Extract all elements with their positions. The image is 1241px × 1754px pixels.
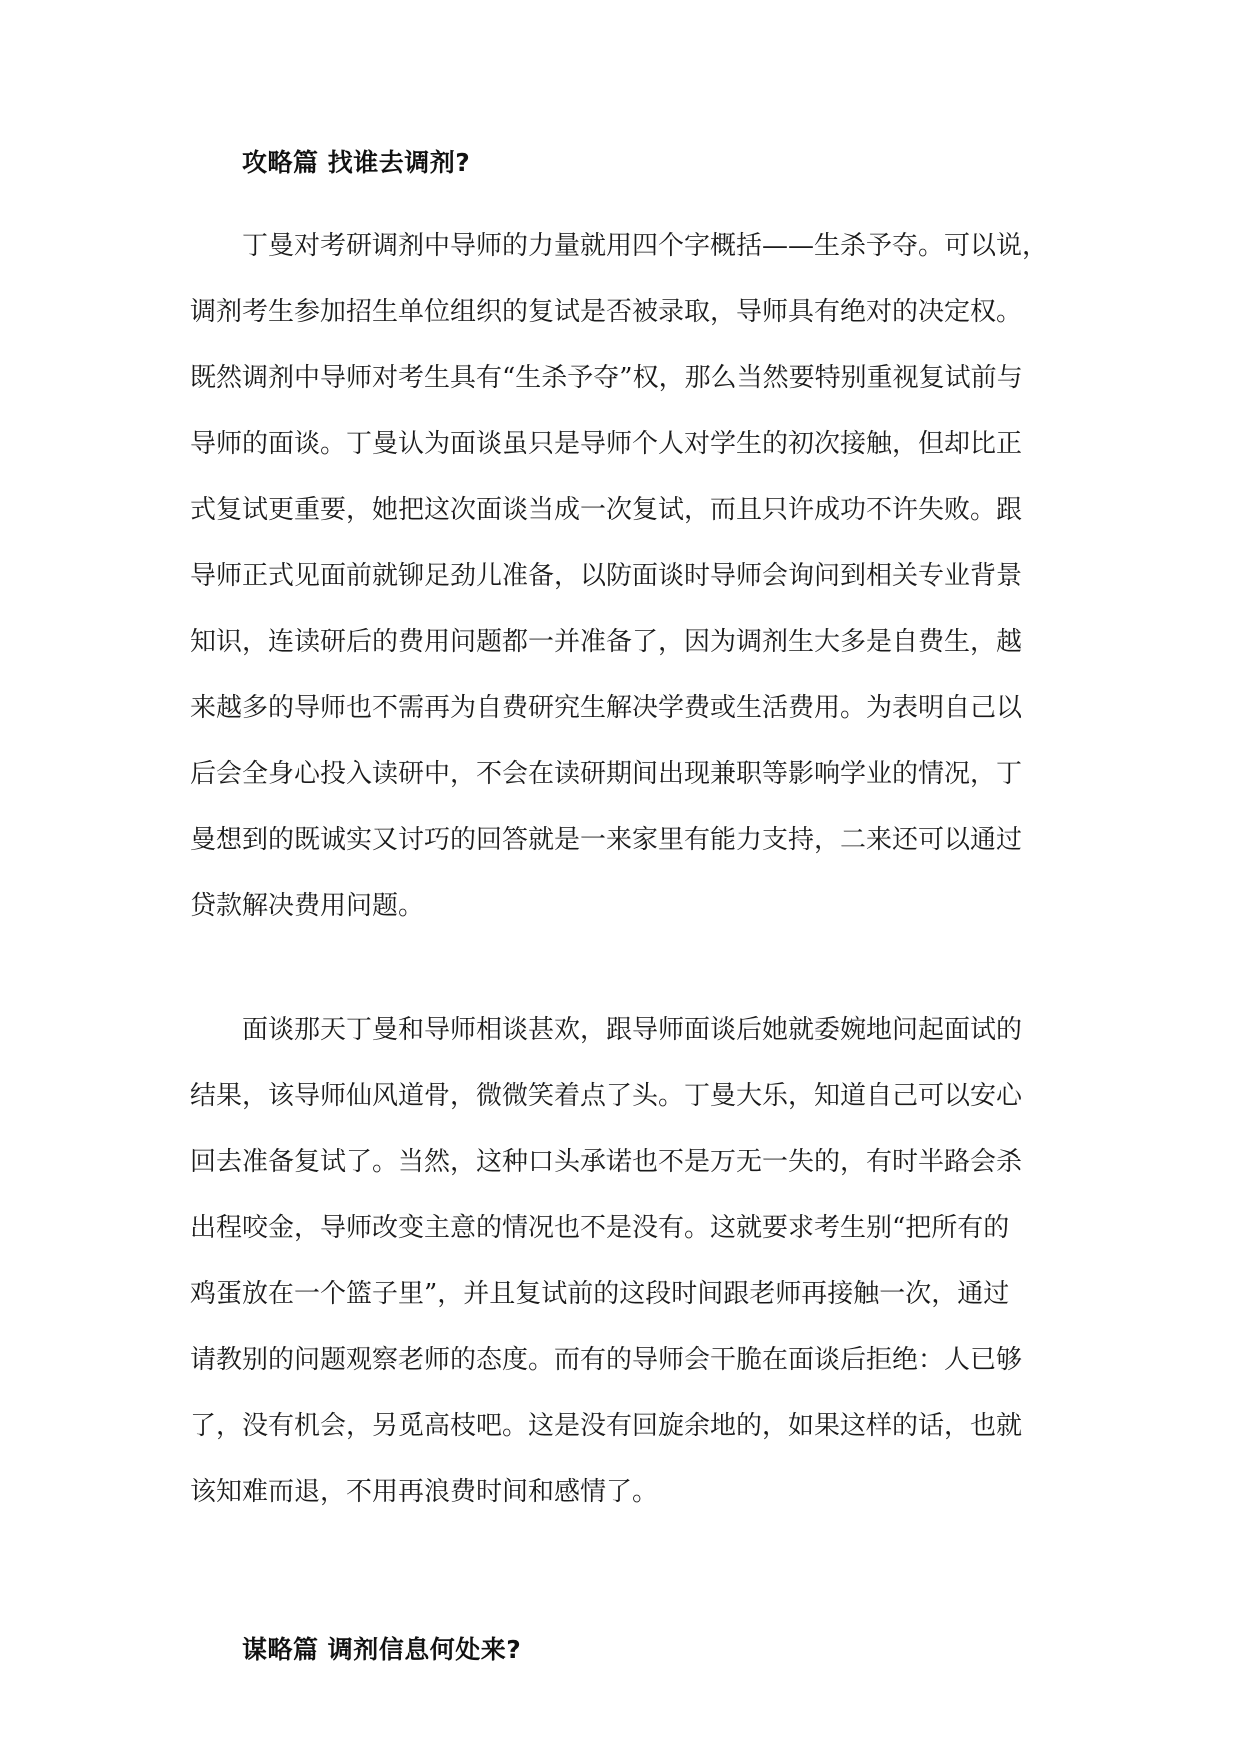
- paragraph-line: 知识，连读研后的费用问题都一并准备了，因为调剂生大多是自费生，越: [190, 627, 1023, 657]
- section-heading-strategy: 攻略篇 找谁去调剂?: [242, 148, 471, 177]
- paragraph-line: 曼想到的既诚实又讨巧的回答就是一来家里有能力支持，二来还可以通过: [190, 825, 1023, 855]
- paragraph-line: 鸡蛋放在一个篮子里”，并且复试前的这段时间跟老师再接触一次，通过: [190, 1279, 1010, 1309]
- paragraph-line: 了，没有机会，另觅高枝吧。这是没有回旋余地的，如果这样的话，也就: [190, 1411, 1023, 1441]
- paragraph-2: [190, 997, 1090, 1525]
- paragraph-1: [190, 213, 1090, 939]
- section-heading-tactics: 谋略篇 调剂信息何处来?: [242, 1635, 522, 1664]
- paragraph-line: 丁曼对考研调剂中导师的力量就用四个字概括——生杀予夺。可以说，: [242, 231, 1049, 261]
- paragraph-line: 后会全身心投入读研中，不会在读研期间出现兼职等影响学业的情况，丁: [190, 759, 1023, 789]
- paragraph-line: 结果，该导师仙风道骨，微微笑着点了头。丁曼大乐，知道自己可以安心: [190, 1081, 1023, 1111]
- paragraph-line: 请教别的问题观察老师的态度。而有的导师会干脆在面谈后拒绝：人已够: [190, 1345, 1023, 1375]
- paragraph-line: 式复试更重要，她把这次面谈当成一次复试，而且只许成功不许失败。跟: [190, 495, 1023, 525]
- paragraph-line: 面谈那天丁曼和导师相谈甚欢，跟导师面谈后她就委婉地问起面试的: [242, 1015, 1023, 1045]
- paragraph-line: 来越多的导师也不需再为自费研究生解决学费或生活费用。为表明自己以: [190, 693, 1023, 723]
- paragraph-line: 导师的面谈。丁曼认为面谈虽只是导师个人对学生的初次接触，但却比正: [190, 429, 1023, 459]
- paragraph-line: 既然调剂中导师对考生具有“生杀予夺”权，那么当然要特别重视复试前与: [190, 363, 1023, 393]
- paragraph-line: 出程咬金，导师改变主意的情况也不是没有。这就要求考生别“把所有的: [190, 1213, 1010, 1243]
- paragraph-line: 导师正式见面前就铆足劲儿准备，以防面谈时导师会询问到相关专业背景: [190, 561, 1023, 591]
- paragraph-line: 调剂考生参加招生单位组织的复试是否被录取，导师具有绝对的决定权。: [190, 297, 1023, 327]
- paragraph-line: 回去准备复试了。当然，这种口头承诺也不是万无一失的，有时半路会杀: [190, 1147, 1023, 1177]
- paragraph-line: 贷款解决费用问题。: [190, 891, 425, 921]
- paragraph-line: 该知难而退，不用再浪费时间和感情了。: [190, 1477, 659, 1507]
